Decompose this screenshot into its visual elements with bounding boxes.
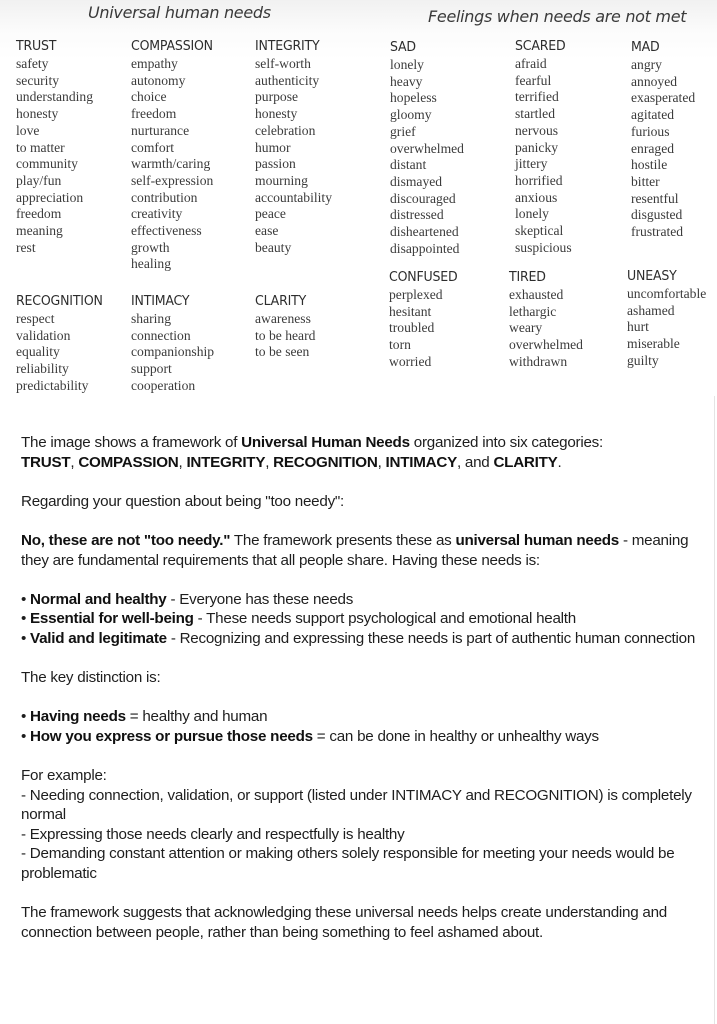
category-item: healing <box>131 256 172 272</box>
category-item: contribution <box>131 189 198 205</box>
category-item-list <box>16 56 93 256</box>
list-item <box>21 707 711 727</box>
category-item: to matter <box>16 139 65 155</box>
category-item: torn <box>389 337 411 353</box>
feelings-category-confused <box>389 269 463 371</box>
answer-bold-universal: universal human needs <box>455 531 620 549</box>
category-item: creativity <box>131 206 183 222</box>
category-clarity: CLARITY <box>493 453 558 471</box>
category-heading: CLARITY <box>255 293 307 309</box>
category-item: predictability <box>16 377 89 393</box>
category-item: overwhelmed <box>509 337 583 353</box>
category-item: effectiveness <box>131 223 202 239</box>
sep: , <box>70 453 79 471</box>
category-item: freedom <box>16 206 62 222</box>
category-item: self-expression <box>131 172 214 188</box>
category-item: ease <box>255 223 279 239</box>
category-heading: INTIMACY <box>131 293 190 309</box>
feelings-category-tired <box>509 269 583 371</box>
category-heading: INTEGRITY <box>255 38 320 54</box>
category-item: suspicious <box>515 239 572 255</box>
category-item: uncomfortable <box>627 286 707 301</box>
category-heading: TIRED <box>509 269 546 285</box>
category-item: comfort <box>131 139 175 155</box>
period: . <box>557 453 562 471</box>
category-item: authenticity <box>255 72 320 88</box>
panel-edge-divider <box>714 396 715 1024</box>
list-item <box>21 609 711 629</box>
category-item: startled <box>515 106 556 122</box>
category-item: equality <box>16 344 60 360</box>
category-item: autonomy <box>131 72 186 88</box>
category-heading: TRUST <box>16 38 57 54</box>
category-heading: SAD <box>390 39 416 55</box>
category-item: rest <box>16 239 36 255</box>
category-item: anxious <box>515 189 558 205</box>
bullet-marker: • <box>21 590 31 608</box>
category-item: safety <box>16 56 49 71</box>
category-item-list <box>631 57 695 241</box>
answer-bold-no: No, these are not "too needy." <box>21 531 231 549</box>
category-item: honesty <box>255 106 298 122</box>
category-item: gloomy <box>390 107 432 123</box>
example-item: - Demanding constant attention or making others solely responsible for meeting your needs would be problematic <box>21 845 675 883</box>
category-item: angry <box>631 57 662 72</box>
needs-qualities-list <box>21 590 711 649</box>
category-compassion: COMPASSION <box>78 453 179 471</box>
category-item: disheartened <box>390 224 459 240</box>
category-heading: COMPASSION <box>131 38 213 54</box>
intro-text-c: organized into six categories: <box>409 434 603 451</box>
bullet-text: = healthy and human <box>125 708 268 726</box>
category-item: validation <box>16 327 71 343</box>
bullet-text: - These needs support psychological and emotional health <box>193 610 576 628</box>
category-heading: CONFUSED <box>389 269 458 285</box>
category-recognition: RECOGNITION <box>273 453 378 471</box>
category-item: growth <box>131 239 170 255</box>
category-item: appreciation <box>16 189 84 205</box>
key-distinction-intro: The key distinction is: <box>21 669 161 687</box>
bullet-bold: Having needs <box>30 708 126 726</box>
category-item: fearful <box>515 72 552 88</box>
category-item: celebration <box>255 122 316 138</box>
category-intimacy: INTIMACY <box>385 453 457 471</box>
category-heading: RECOGNITION <box>16 293 103 309</box>
category-item-list <box>627 286 706 370</box>
category-item: grief <box>390 123 416 139</box>
list-item <box>21 629 711 649</box>
category-item: guilty <box>627 352 659 368</box>
category-item: agitated <box>631 107 675 123</box>
sep-and: , and <box>456 453 494 471</box>
category-item: furious <box>631 123 670 139</box>
feelings-section-title: Feelings when needs are not met <box>428 7 687 26</box>
sep: , <box>265 453 274 471</box>
category-item: disgusted <box>631 207 683 223</box>
sep: , <box>377 453 386 471</box>
category-item: dismayed <box>390 173 443 189</box>
key-distinction-list <box>21 707 711 746</box>
category-item: understanding <box>16 89 94 105</box>
category-item: security <box>16 72 60 88</box>
category-item: to be seen <box>255 344 310 360</box>
response-intro <box>21 433 711 472</box>
answer-text-1: The framework presents these as <box>230 531 456 549</box>
category-item: miserable <box>627 336 680 352</box>
category-item: weary <box>509 320 543 336</box>
category-item: nervous <box>515 122 559 138</box>
needs-section-title: Universal human needs <box>88 3 271 22</box>
category-item: afraid <box>515 56 547 71</box>
assistant-response <box>21 433 711 962</box>
feelings-category-mad <box>631 39 695 241</box>
category-item: heavy <box>390 73 423 89</box>
category-heading: SCARED <box>515 38 566 54</box>
category-item: lonely <box>515 206 549 222</box>
category-item: choice <box>131 89 167 105</box>
category-item-list <box>515 56 572 256</box>
category-item: discouraged <box>390 190 456 206</box>
category-item: mourning <box>255 172 308 188</box>
category-item: terrified <box>515 89 559 105</box>
needs-category-clarity <box>255 293 315 361</box>
category-item: purpose <box>255 89 299 105</box>
category-item: community <box>16 156 78 172</box>
needs-category-compassion <box>131 38 219 273</box>
category-item: reliability <box>16 361 69 377</box>
needs-feelings-poster <box>0 0 717 400</box>
category-item: disappointed <box>390 240 460 256</box>
category-item: lonely <box>390 57 424 72</box>
category-item: play/fun <box>16 172 62 188</box>
category-item: exhausted <box>509 287 564 302</box>
category-item: lethargic <box>509 303 557 319</box>
category-item: passion <box>255 156 296 172</box>
category-item: sharing <box>131 311 172 326</box>
category-trust: TRUST <box>21 453 71 471</box>
category-item: enraged <box>631 140 675 156</box>
feelings-category-sad <box>390 39 464 257</box>
category-item: hurt <box>627 319 649 335</box>
category-item: skeptical <box>515 223 564 239</box>
category-item: bitter <box>631 173 660 189</box>
bullet-marker: • <box>21 629 31 647</box>
category-item: withdrawn <box>509 353 568 369</box>
bullet-marker: • <box>21 727 31 745</box>
category-item: meaning <box>16 223 63 239</box>
category-item: ashamed <box>627 302 675 318</box>
needs-category-trust <box>16 38 93 256</box>
category-item: hopeless <box>390 90 437 106</box>
category-item: exasperated <box>631 90 696 106</box>
category-item: resentful <box>631 190 679 206</box>
category-item: troubled <box>389 320 435 336</box>
category-item: freedom <box>131 106 177 122</box>
category-item-list <box>16 311 109 395</box>
needs-category-integrity <box>255 38 332 256</box>
category-item-list <box>255 56 332 256</box>
bullet-text: = can be done in healthy or unhealthy ways <box>312 727 599 745</box>
feelings-category-scared <box>515 38 572 256</box>
category-integrity: INTEGRITY <box>186 453 266 471</box>
category-item: jittery <box>515 156 548 172</box>
category-item: connection <box>131 327 191 343</box>
category-item: peace <box>255 206 286 222</box>
category-item: humor <box>255 139 291 155</box>
category-item: panicky <box>515 139 559 155</box>
bullet-text: - Everyone has these needs <box>166 590 354 608</box>
example-item: - Expressing those needs clearly and respectfully is healthy <box>21 825 405 843</box>
response-answer <box>21 531 711 570</box>
category-item: empathy <box>131 56 178 71</box>
response-conclusion: The framework suggests that acknowledging these universal needs helps create understanding and connection between people, rather than being something to feel ashamed about. <box>21 904 668 941</box>
category-item: hesitant <box>389 303 432 319</box>
category-item-list <box>390 57 464 257</box>
category-item: beauty <box>255 239 292 255</box>
category-item: horrified <box>515 172 563 188</box>
category-item: annoyed <box>631 73 678 89</box>
category-item: awareness <box>255 311 311 326</box>
sep: , <box>178 453 187 471</box>
category-heading: MAD <box>631 39 660 55</box>
category-item: distant <box>390 157 427 173</box>
bullet-marker: • <box>21 708 31 726</box>
examples-intro: For example: <box>21 767 107 785</box>
bullet-bold: Essential for well-being <box>30 610 194 628</box>
category-item: cooperation <box>131 377 196 393</box>
needs-category-recognition <box>16 293 109 395</box>
category-item: worried <box>389 353 432 369</box>
category-item: hostile <box>631 157 668 173</box>
bullet-text: - Recognizing and expressing these needs is part of authentic human connection <box>166 629 696 647</box>
category-item-list <box>255 311 315 361</box>
category-item-list <box>131 311 214 395</box>
category-item: self-worth <box>255 56 311 71</box>
examples-block <box>21 766 711 884</box>
category-item: honesty <box>16 106 59 122</box>
category-item: companionship <box>131 344 215 360</box>
category-item: overwhelmed <box>390 140 464 156</box>
list-item <box>21 590 711 610</box>
bullet-bold: How you express or pursue those needs <box>30 727 313 745</box>
category-item-list <box>389 287 463 371</box>
bullet-bold: Normal and healthy <box>30 590 167 608</box>
category-item: perplexed <box>389 287 443 302</box>
category-item: frustrated <box>631 224 684 240</box>
needs-category-intimacy <box>131 293 214 395</box>
category-item: accountability <box>255 189 333 205</box>
bullet-bold: Valid and legitimate <box>30 629 167 647</box>
example-item: - Needing connection, validation, or support (listed under INTIMACY and RECOGNITION) is completely normal <box>21 786 692 824</box>
category-heading: UNEASY <box>627 268 677 284</box>
answer-text-2: - meaning they are fundamental requirements that all people share. Having these needs is: <box>21 531 689 569</box>
bullet-marker: • <box>21 610 31 628</box>
intro-text-a: The image shows a framework of <box>21 434 242 451</box>
list-item <box>21 727 711 747</box>
category-item: distressed <box>390 207 444 223</box>
category-item: nurturance <box>131 122 190 138</box>
category-item: support <box>131 361 172 377</box>
category-item: warmth/caring <box>131 156 211 172</box>
category-item: respect <box>16 311 55 326</box>
category-item-list <box>131 56 219 273</box>
category-item-list <box>509 287 583 371</box>
feelings-category-uneasy <box>627 268 706 370</box>
category-item: to be heard <box>255 327 316 343</box>
category-item: love <box>16 122 40 138</box>
response-question-ref: Regarding your question about being "too needy": <box>21 492 345 510</box>
intro-bold-framework: Universal Human Needs <box>241 434 410 451</box>
